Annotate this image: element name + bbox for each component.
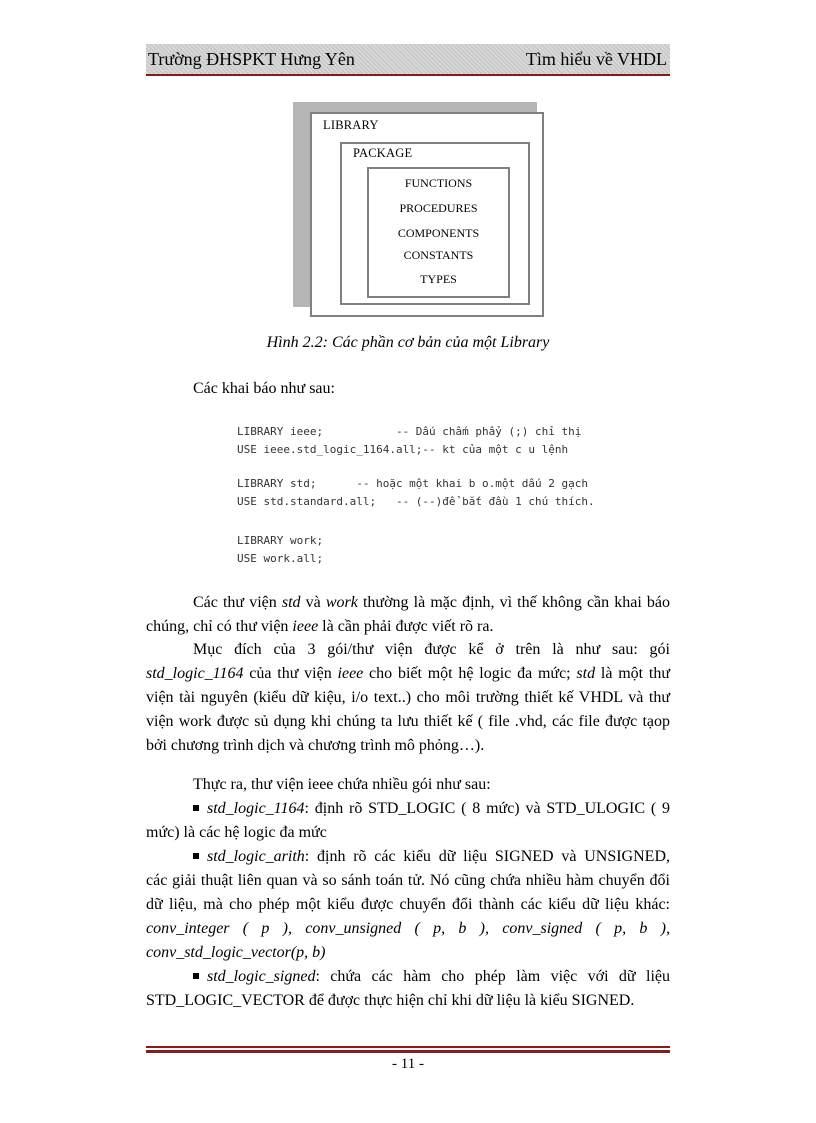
- footer-rule: [146, 1046, 670, 1048]
- header-title: Tìm hiểu về VHDL: [525, 49, 667, 69]
- text-line: conv_std_logic_vector(p, b): [146, 944, 326, 961]
- bullet-std-logic-signed: std_logic_signed: chứa các hàm cho phép làm việc với dữ liệu: [146, 965, 670, 989]
- code-line: USE std.standard.all; -- (--)để bắt đầu 1 chú thích.: [237, 495, 595, 508]
- bullet-std-logic-1164: std_logic_1164: định rõ STD_LOGIC ( 8 mức) và STD_ULOGIC ( 9: [146, 797, 670, 821]
- code-block-std: [237, 475, 595, 511]
- package-label: PACKAGE: [353, 146, 413, 160]
- header-rule: [146, 74, 670, 76]
- text-line: các giải thuật liên quan và so sánh toán tử. Nó cũng chứa nhiều hàm chuyển đổi: [146, 872, 670, 889]
- code-line: LIBRARY work;: [237, 534, 324, 547]
- text-line: dữ liệu, mà cho phép một kiểu được chuyển đổi thành các kiểu dữ liệu khác:: [146, 896, 670, 913]
- code-block-work: [237, 532, 323, 568]
- paragraph-purpose: [146, 638, 670, 758]
- code-line: LIBRARY ieee; -- Dấu chấm phẩy (;) chỉ thị: [237, 425, 582, 438]
- item-constants: CONSTANTS: [403, 248, 474, 262]
- text-line: Thực ra, thư viện ieee chứa nhiều gói như sau:: [193, 776, 491, 793]
- code-line: LIBRARY std; -- hoặc một khai b o.một dấu 2 gạch: [237, 477, 588, 490]
- item-functions: FUNCTIONS: [404, 176, 473, 190]
- text-line: conv_integer ( p ), conv_unsigned ( p, b ), conv_signed ( p, b ),: [146, 920, 670, 937]
- text-line: mức) là các hệ logic đa mức: [146, 824, 327, 841]
- text-line: bởi chương trình dịch và chương trình mô phỏng…).: [146, 737, 485, 754]
- code-block-ieee: [237, 423, 581, 459]
- item-procedures: PROCEDURES: [399, 201, 478, 215]
- paragraph-default-libraries: [146, 591, 670, 639]
- intro-text: Các khai báo như sau:: [193, 380, 335, 397]
- text-line: std_logic_1164 của thư viện ieee cho biết một hệ logic đa mức; std là một thư: [146, 665, 671, 682]
- bullet-icon: [193, 805, 199, 811]
- paragraph-ieee-packages: [146, 773, 670, 1013]
- bullet-icon: [193, 973, 199, 979]
- text-line: Các thư viện std và work thường là mặc định, vì thế không cần khai báo: [193, 594, 671, 611]
- text-line: chúng, chỉ có thư viện ieee là cần phải được viết rõ ra.: [146, 618, 494, 635]
- header-school: Trường ĐHSPKT Hưng Yên: [148, 49, 355, 69]
- page-header: [146, 44, 670, 74]
- bullet-icon: [193, 853, 199, 859]
- page-number: - 11 -: [392, 1056, 424, 1072]
- item-types: TYPES: [420, 272, 457, 286]
- footer-rule: [146, 1050, 670, 1053]
- item-components: COMPONENTS: [397, 226, 480, 240]
- code-line: USE ieee.std_logic_1164.all;-- kt của một c u lệnh: [237, 443, 569, 456]
- text-line: STD_LOGIC_VECTOR để được thực hiện chỉ khi dữ liệu là kiểu SIGNED.: [146, 992, 635, 1009]
- figure-caption: Hình 2.2: Các phần cơ bản của một Library: [266, 334, 550, 351]
- text-line: Mục đích của 3 gói/thư viện được kể ở trên là như sau: gói: [193, 641, 670, 658]
- library-label: LIBRARY: [323, 118, 379, 132]
- code-line: USE work.all;: [237, 552, 324, 565]
- text-line: viện work được sủ dụng khi chúng ta lưu thiết kế ( file .vhd, các file được tạop: [146, 713, 670, 730]
- bullet-std-logic-arith: std_logic_arith: định rõ các kiểu dữ liệu SIGNED và UNSIGNED,: [146, 845, 670, 869]
- text-line: viện tài nguyên (kiểu dữ kiệu, i/o text..) cho môi trường thiết kế VHDL và thư: [146, 689, 670, 706]
